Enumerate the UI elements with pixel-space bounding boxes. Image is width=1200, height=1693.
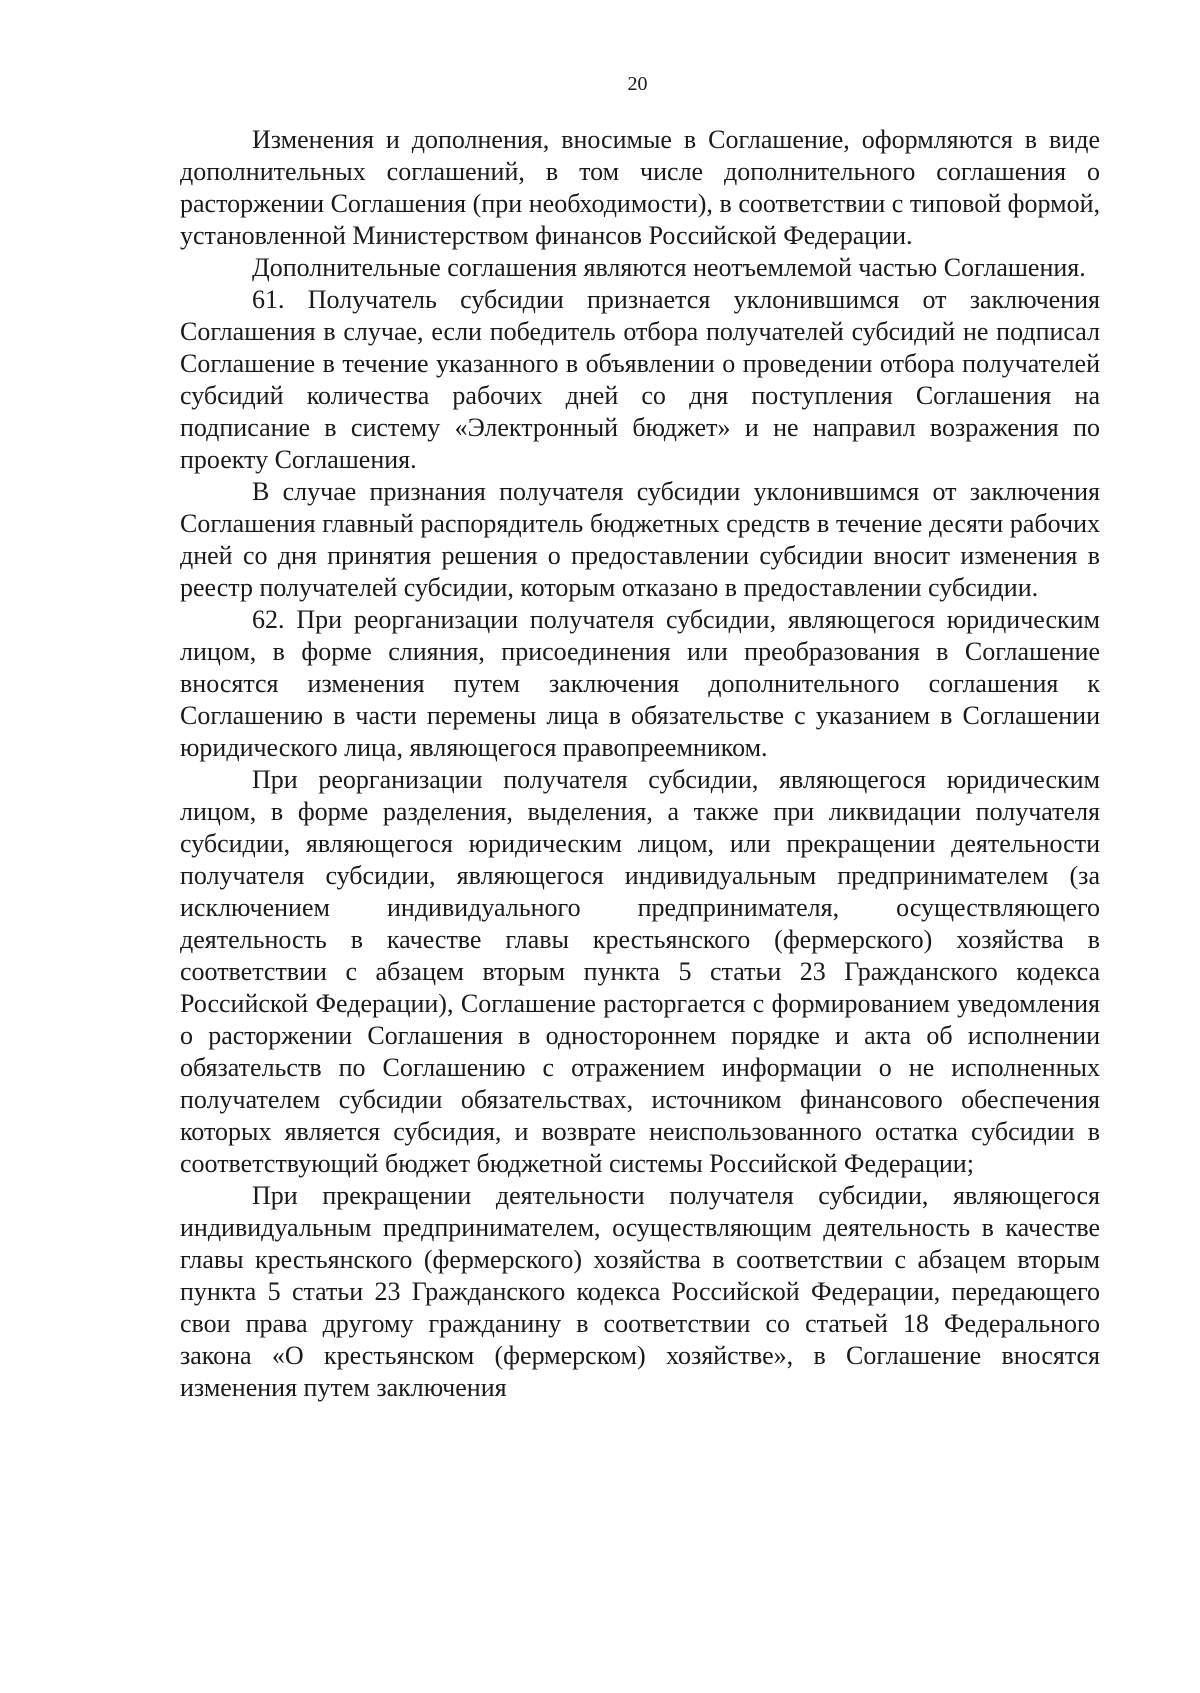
paragraph-reorganization-division: При реорганизации получателя субсидии, являющегося юридическим лицом, в форме разделения, выделения, а также при ликвидации получателя субсидии, являющегося юридическим лицом, или прекращении деятельности получателя субсидии, являющегося индивидуальным предпринимателем (за исключением индивидуального предпринимателя, осуществляющего деятельность в качестве главы крестьянского (фермерского) хозяйства в соответствии с абзацем вторым пункта 5 статьи 23 Гражданского кодекса Российской Федерации), Соглашение расторгается с формированием уведомления о расторжении Соглашения в одностороннем порядке и акта об исполнении обязательств по Соглашению с отражением информации о не исполненных получателем субсидии обязательствах, источником финансового обеспечения которых является субсидия, и возврате неиспользованного остатка субсидии в соответствующий бюджет бюджетной системы Российской Федерации; [180, 765, 1100, 1178]
paragraph-evasion-recognition: В случае признания получателя субсидии уклонившимся от заключения Соглашения главный распорядитель бюджетных средств в течение десяти рабочих дней со дня принятия решения о предоставлении субсидии вносит изменения в реестр получателей субсидии, которым отказано в предоставлении субсидии. [180, 477, 1100, 602]
paragraph-62: 62. При реорганизации получателя субсидии, являющегося юридическим лицом, в форме слияния, присоединения или преобразования в Соглашение вносятся изменения путем заключения дополнительного соглашения к Соглашению в части перемены лица в обязательстве с указанием в Соглашении юридического лица, являющегося правопреемником. [180, 605, 1100, 762]
document-body [180, 124, 1100, 1404]
page-number: 20 [627, 73, 648, 95]
paragraph-supplementary-agreements: Дополнительные соглашения являются неотъемлемой частью Соглашения. [252, 253, 1086, 282]
paragraph-amendments: Изменения и дополнения, вносимые в Соглашение, оформляются в виде дополнительных соглашений, в том числе дополнительного соглашения о расторжении Соглашения (при необходимости), в соответствии с типовой формой, установленной Министерством финансов Российской Федерации. [180, 125, 1100, 250]
paragraph-termination-farm-head: При прекращении деятельности получателя субсидии, являющегося индивидуальным предпринимателем, осуществляющим деятельность в качестве главы крестьянского (фермерского) хозяйства в соответствии с абзацем вторым пункта 5 статьи 23 Гражданского кодекса Российской Федерации, передающего свои права другому гражданину в соответствии со статьей 18 Федерального закона «О крестьянском (фермерском) хозяйстве», в Соглашение вносятся изменения путем заключения [180, 1181, 1100, 1402]
paragraph-61: 61. Получатель субсидии признается уклонившимся от заключения Соглашения в случае, если победитель отбора получателей субсидий не подписал Соглашение в течение указанного в объявлении о проведении отбора получателей субсидий количества рабочих дней со дня поступления Соглашения на подписание в систему «Электронный бюджет» и не направил возражения по проекту Соглашения. [180, 285, 1100, 474]
